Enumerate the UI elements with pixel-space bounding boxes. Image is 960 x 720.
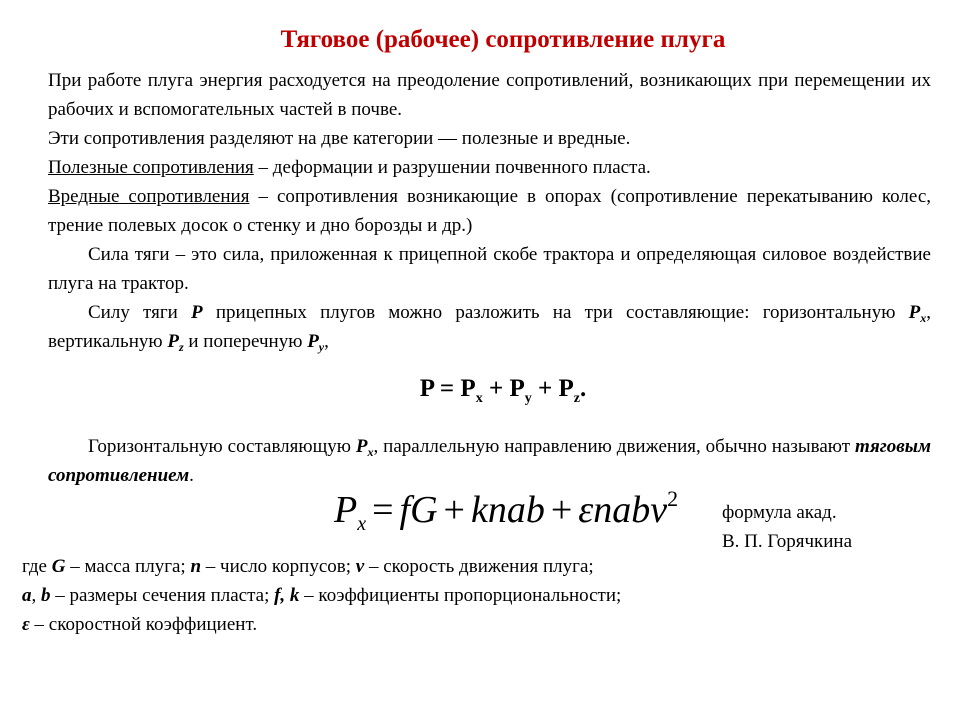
text: – скоростной коэффициент.	[29, 614, 258, 635]
definition-line	[22, 581, 621, 610]
goryachkin-formula	[334, 486, 679, 535]
text: – коэффициенты пропорциональности;	[299, 585, 622, 606]
subscript-z: z	[178, 340, 184, 354]
traction-resistance-term: тяговым сопротивлением	[48, 436, 931, 486]
text: – масса плуга;	[65, 556, 191, 577]
text: ,	[31, 585, 41, 606]
var-f-k: f, k	[274, 585, 300, 606]
formula-exponent: 2	[667, 486, 679, 511]
equation-lhs: P =	[419, 375, 461, 402]
subscript-y: y	[318, 340, 325, 354]
symbol-p: P	[355, 436, 368, 457]
definition-line	[22, 610, 621, 639]
formula-subscript-x: x	[357, 513, 367, 535]
useful-resistance-text: – деформации и разрушении почвенного пласта.	[253, 157, 651, 178]
harmful-resistance-text: – сопротивления возникающие в опорах (сопротивление перекатыванию колес, трение полевых досок о стенку и дно борозды и др.)	[48, 186, 932, 236]
var-epsilon: ε	[22, 614, 30, 635]
symbol-p: P	[558, 375, 574, 402]
formula-equals: =	[372, 489, 394, 531]
formula-term-fg: fG	[399, 489, 438, 531]
var-a: a	[22, 585, 32, 606]
formula-term-enabv: εnabv	[578, 489, 668, 531]
var-g: G	[51, 556, 66, 577]
definition-line	[22, 552, 621, 581]
symbol-p: P	[908, 302, 921, 323]
intro-paragraph	[48, 66, 931, 356]
subscript-x: x	[920, 311, 927, 325]
text: прицепных плугов можно разложить на три составляющие: горизонтальную	[202, 302, 909, 323]
var-b: b	[41, 585, 51, 606]
text: Силу тяги	[88, 302, 192, 323]
slide-title: Тяговое (рабочее) сопротивление плуга	[280, 26, 726, 53]
plus: +	[531, 375, 559, 402]
period: .	[189, 465, 194, 486]
variable-definitions	[22, 552, 621, 639]
text: – скорость движения плуга;	[364, 556, 594, 577]
symbol-p: P	[460, 375, 476, 402]
caption-line: формула акад.	[722, 502, 837, 523]
var-v: v	[355, 556, 365, 577]
useful-resistance-term: Полезные сопротивления	[48, 157, 254, 178]
symbol-p: P	[509, 375, 525, 402]
text: – число корпусов;	[201, 556, 356, 577]
harmful-resistance-term: Вредные сопротивления	[48, 186, 250, 207]
categories-paragraph: Эти сопротивления разделяют на две категории — полезные и вредные.	[48, 128, 631, 149]
formula-plus: +	[550, 489, 573, 531]
text: ,	[324, 331, 329, 352]
symbol-p: P	[167, 331, 179, 352]
text: – размеры сечения пласта;	[50, 585, 275, 606]
text: , вертикальную	[48, 302, 931, 352]
formula-term-knab: knab	[470, 489, 545, 531]
subscript-x: x	[475, 391, 483, 406]
text: и поперечную	[183, 331, 308, 352]
traction-force-paragraph: Сила тяги – это сила, приложенная к прицепной скобе трактора и определяющая силовое воздействие плуга на трактор.	[48, 244, 931, 294]
symbol-p: P	[307, 331, 319, 352]
plus: +	[482, 375, 510, 402]
subscript-x: x	[367, 445, 374, 459]
energy-paragraph: При работе плуга энергия расходуется на преодоление сопротивлений, возникающих при перемещении их рабочих и вспомогательных частей в почве.	[48, 70, 931, 120]
period: .	[579, 375, 587, 402]
force-components-paragraph	[48, 298, 931, 356]
text: , параллельную направлению движения, обычно называют	[373, 436, 855, 457]
formula-caption	[722, 498, 852, 556]
useful-resistance-paragraph	[48, 153, 931, 182]
subscript-y: y	[524, 391, 532, 406]
formula-plus: +	[443, 489, 465, 531]
var-n: n	[190, 556, 202, 577]
harmful-resistance-paragraph	[48, 182, 931, 240]
subscript-z: z	[573, 391, 580, 406]
caption-author: В. П. Горячкина	[722, 531, 853, 552]
force-sum-equation	[0, 375, 960, 406]
text: где	[22, 556, 52, 577]
formula-p: P	[334, 489, 358, 531]
symbol-p: P	[191, 302, 203, 323]
text: Горизонтальную составляющую	[88, 436, 356, 457]
horizontal-component-paragraph	[48, 432, 931, 490]
